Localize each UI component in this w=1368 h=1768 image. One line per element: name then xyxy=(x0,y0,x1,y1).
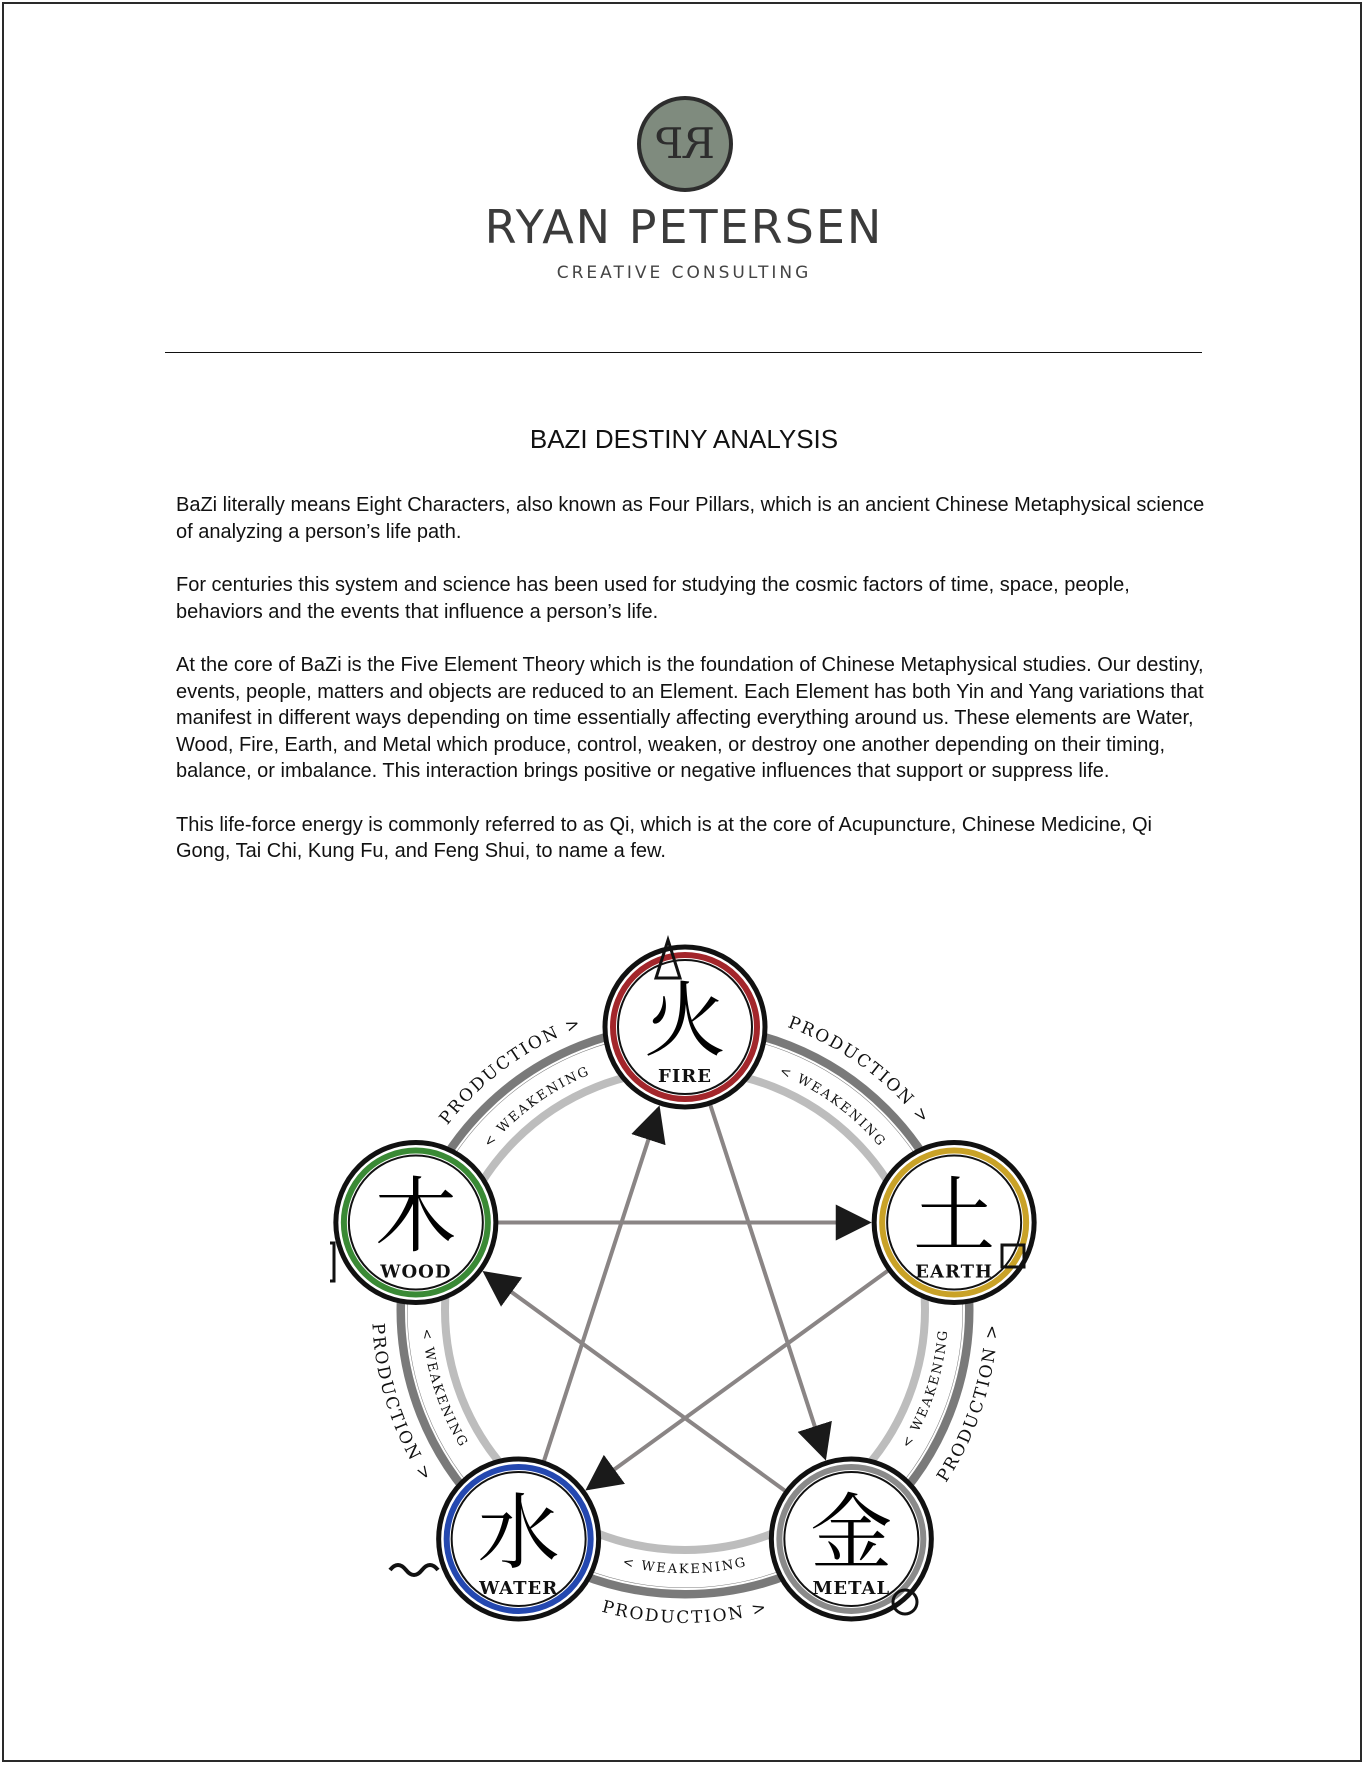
paragraph: BaZi literally means Eight Characters, also known as Four Pillars, which is an ancient Chinese Metaphysical science of analyzing a person’s life path. xyxy=(176,494,1205,543)
brand-tagline: CREATIVE CONSULTING xyxy=(556,263,812,283)
fire-glyph: 火 xyxy=(643,974,727,1069)
weakening-label: < WEAKENING xyxy=(481,1063,593,1151)
weakening-label: < WEAKENING xyxy=(777,1063,889,1151)
control-arrow xyxy=(542,1109,659,1468)
wood-element xyxy=(336,1143,496,1303)
wood-glyph: 木 xyxy=(374,1169,457,1265)
production-label: PRODUCTION > xyxy=(785,1012,935,1129)
paragraph: For centuries this system and science has been used for studying the cosmic factors of time, space, people, behaviors and the events that influence a person’s life. xyxy=(176,574,1130,623)
production-label: PRODUCTION > xyxy=(599,1596,771,1628)
document-title: BAZI DESTINY ANALYSIS xyxy=(529,424,839,454)
wave-icon xyxy=(390,1565,438,1575)
metal-label: METAL xyxy=(812,1577,891,1599)
weakening-label: < WEAKENING xyxy=(418,1328,471,1451)
wood-label: WOOD xyxy=(380,1261,452,1283)
paragraph: At the core of BaZi is the Five Element Theory which is the foundation of Chinese Metaphysical studies. Our destiny, events, people, matters and objects are reduced to an Element. Each Element has both Yin and Yang variations that manifest in different ways depending on time essentially affecting everything around us. These elements are Water, Wood, Fire, Earth, and Metal which produce, control, weaken, or destroy one another depending on their timing, balance, or imbalance. This interaction brings positive or negative influences that support or suppress life. xyxy=(176,654,1204,782)
metal-glyph: 金 xyxy=(810,1485,893,1581)
logo-monogram: RP xyxy=(655,119,715,168)
earth-label: EARTH xyxy=(915,1261,994,1283)
control-arrow xyxy=(588,1267,893,1489)
paragraph: This life-force energy is commonly referred to as Qi, which is at the core of Acupuncture, Chinese Medicine, Qi Gong, Tai Chi, Kung Fu, and Feng Shui, to name a few. xyxy=(176,813,1152,862)
production-label: PRODUCTION > xyxy=(435,1012,585,1129)
fire-label: FIRE xyxy=(658,1066,712,1087)
header-divider xyxy=(165,352,1202,353)
water-glyph: 水 xyxy=(477,1485,560,1581)
weakening-label: < WEAKENING xyxy=(621,1554,749,1578)
water-label: WATER xyxy=(479,1577,559,1599)
document-body xyxy=(176,492,1206,892)
earth-element xyxy=(874,1143,1034,1303)
fire-element xyxy=(605,947,765,1107)
earth-glyph: 土 xyxy=(913,1169,996,1265)
production-label: PRODUCTION > xyxy=(933,1322,1003,1486)
rp-logo-icon xyxy=(637,96,733,192)
production-label: PRODUCTION > xyxy=(367,1322,437,1486)
weakening-label: < WEAKENING xyxy=(899,1328,952,1451)
control-arrow xyxy=(708,1098,825,1457)
brand-name: RYAN PETERSEN xyxy=(484,200,884,254)
rectangle-icon xyxy=(330,1243,334,1281)
five-elements-diagram xyxy=(330,925,1040,1645)
water-element xyxy=(439,1459,599,1619)
metal-element xyxy=(771,1459,931,1619)
